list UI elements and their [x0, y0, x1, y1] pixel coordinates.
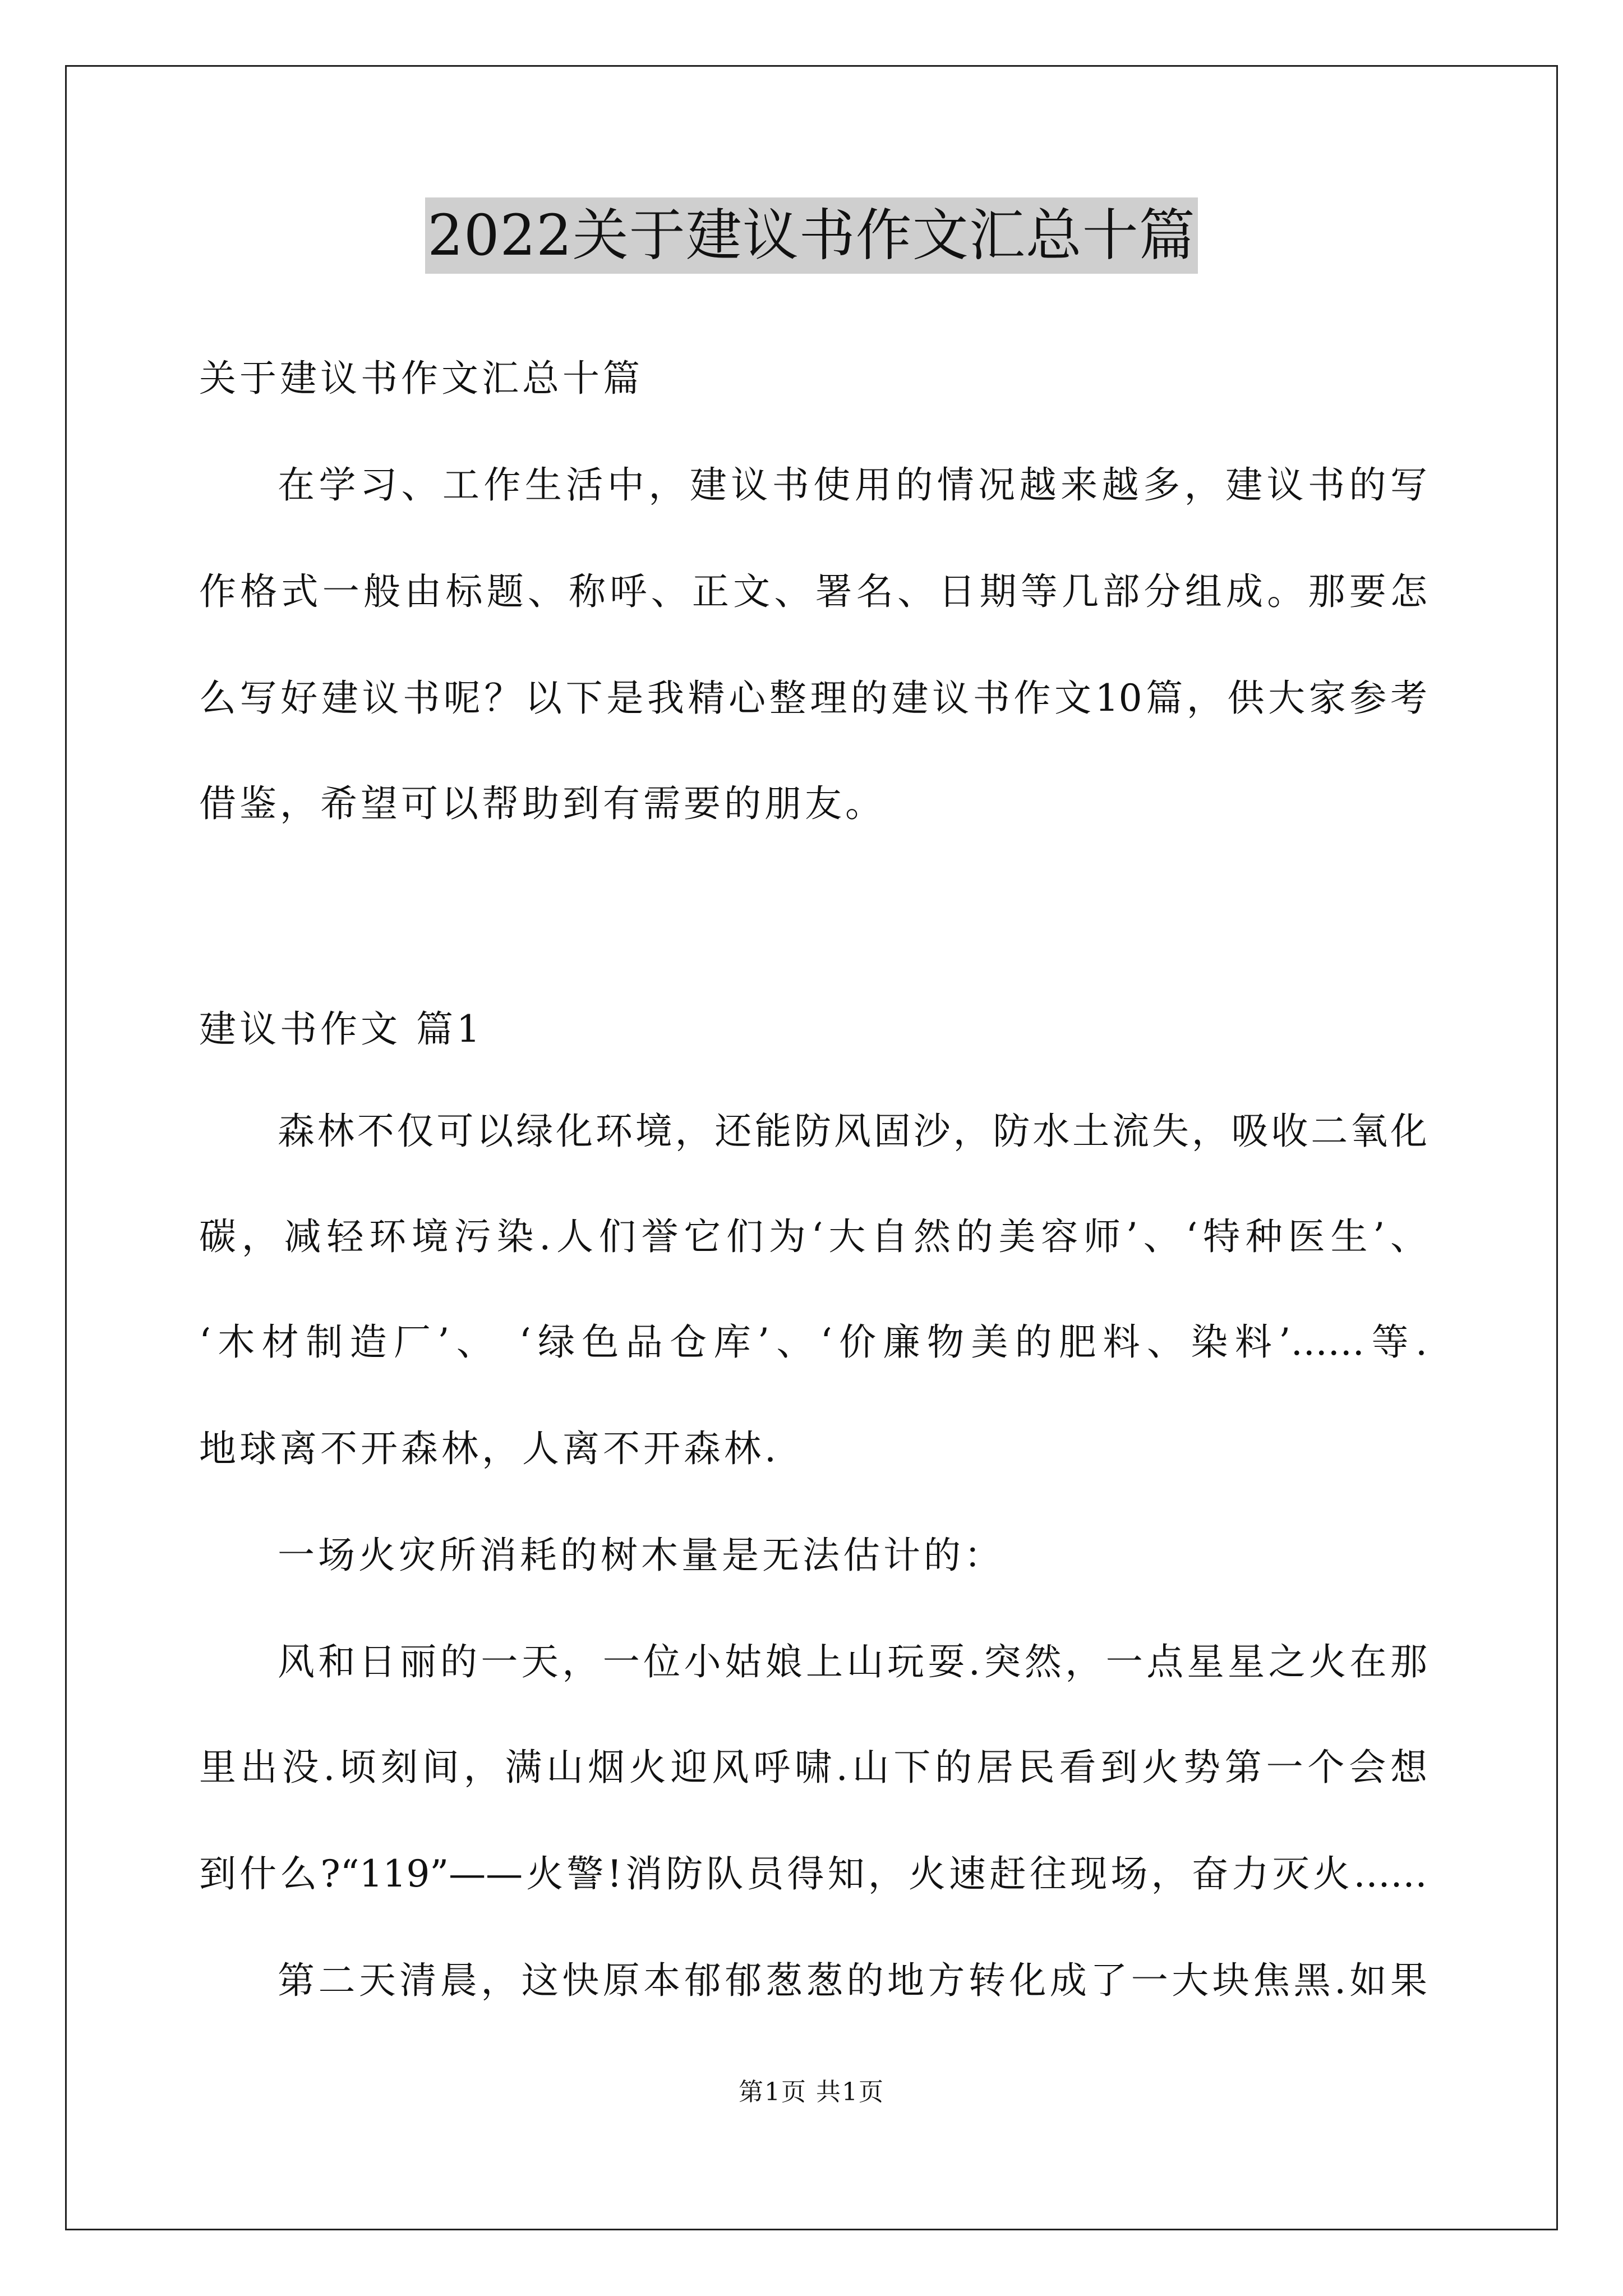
body-line: 碳，减轻环境污染.人们誉它们为‘大自然的美容师’、‘特种医生’、 [199, 1215, 1427, 1258]
body-line: 森林不仅可以绿化环境，还能防风固沙，防水土流失，吸收二氧化 [278, 1110, 1427, 1153]
title-container [0, 197, 1623, 274]
document-title: 2022关于建议书作文汇总十篇 [425, 197, 1198, 274]
body-line: 到什么?“119”——火警!消防队员得知，火速赶往现场，奋力灭火…… [199, 1852, 1427, 1895]
page-footer: 第1页 共1页 [739, 2078, 884, 2106]
intro-line: 借鉴，希望可以帮助到有需要的朋友。 [199, 782, 886, 825]
body-line: ‘木材制造厂’、 ‘绿色品仓库’、‘价廉物美的肥料、染料’……等. [199, 1320, 1427, 1364]
body-line: 里出没.顷刻间，满山烟火迎风呼啸.山下的居民看到火势第一个会想 [199, 1746, 1427, 1789]
body-line: 地球离不开森林，人离不开森林. [199, 1427, 780, 1470]
intro-line: 么写好建议书呢？以下是我精心整理的建议书作文10篇，供大家参考 [199, 677, 1427, 720]
document-subtitle: 关于建议书作文汇总十篇 [199, 357, 643, 400]
intro-line: 在学习、工作生活中，建议书使用的情况越来越多，建议书的写 [278, 463, 1427, 507]
intro-line: 作格式一般由标题、称呼、正文、署名、日期等几部分组成。那要怎 [199, 570, 1427, 613]
section-heading: 建议书作文 篇1 [199, 1007, 483, 1051]
body-line: 一场火灾所消耗的树木量是无法估计的： [278, 1534, 1004, 1577]
body-line: 第二天清晨，这快原本郁郁葱葱的地方转化成了一大块焦黑.如果 [278, 1959, 1427, 2002]
body-line: 风和日丽的一天，一位小姑娘上山玩耍.突然，一点星星之火在那 [278, 1640, 1427, 1683]
